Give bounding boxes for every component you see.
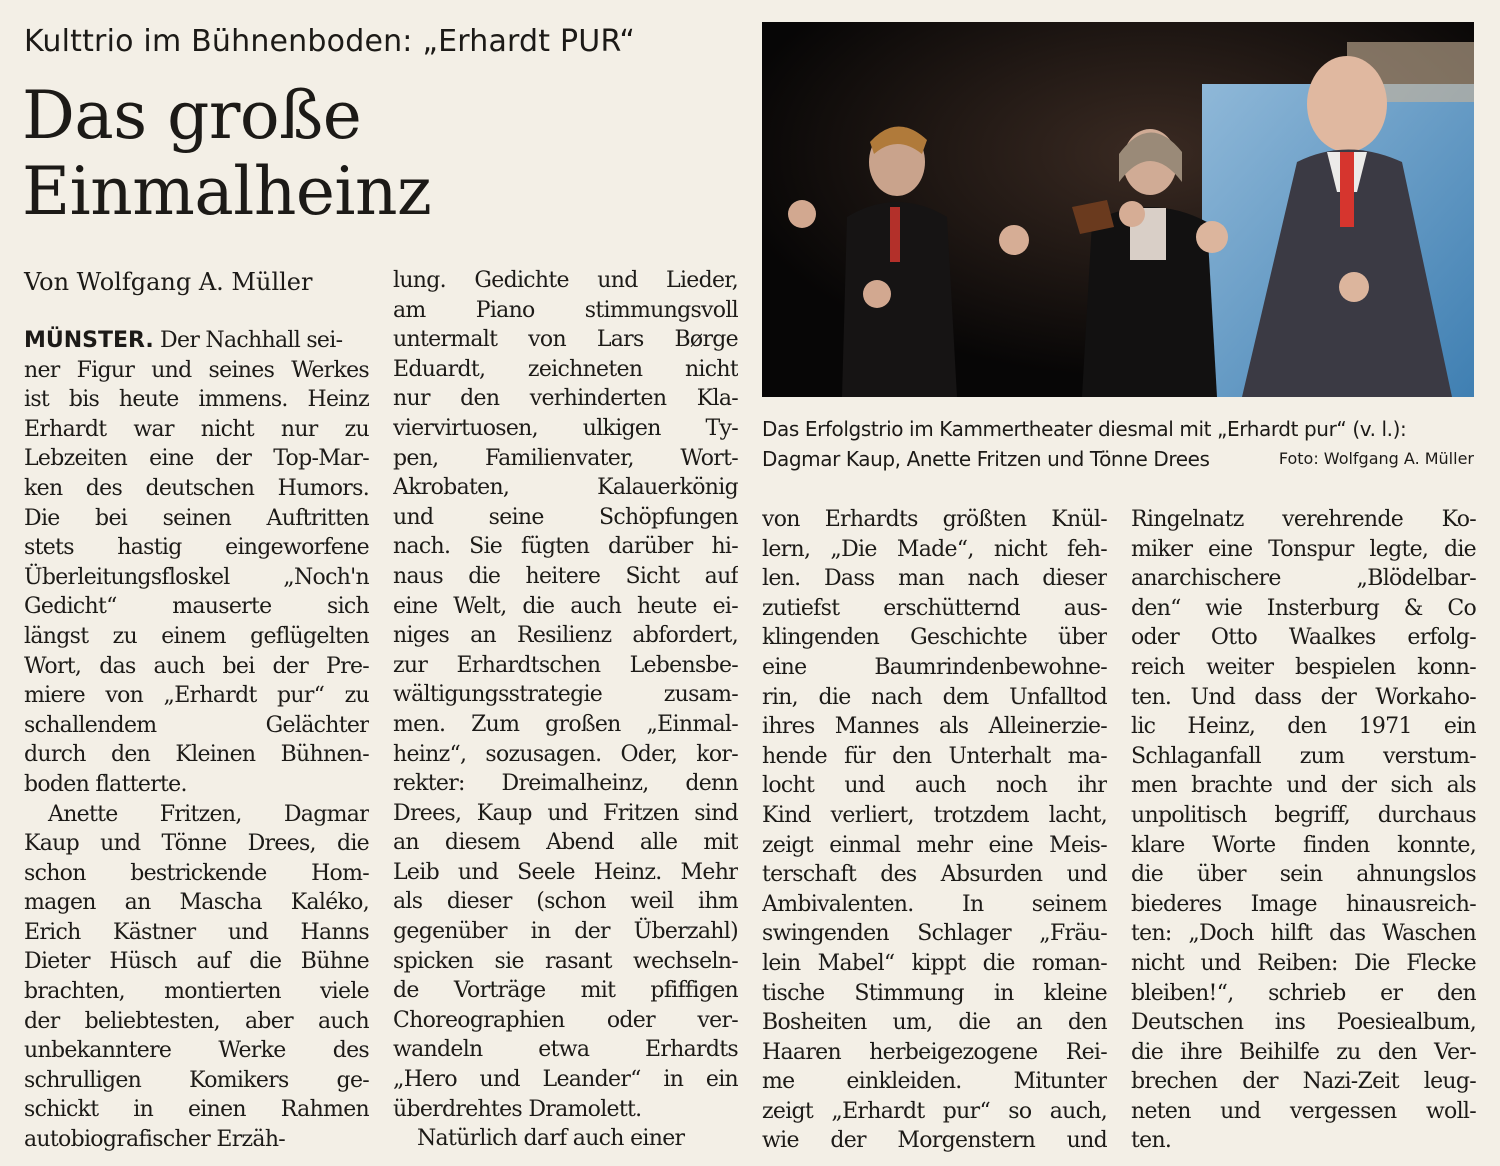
text-line: lein Mabel“ kippt die roman- xyxy=(762,950,1107,976)
text-line: rin, die nach dem Unfalltod xyxy=(762,684,1107,710)
text-line: pen, Familienvater, Wort- xyxy=(393,445,738,471)
text-line: oder Otto Waalkes erfolg- xyxy=(1131,625,1476,651)
article-column-3 xyxy=(762,505,1107,1156)
text-line: Deutschen ins Poesiealbum, xyxy=(1131,1010,1476,1036)
text-line: viervirtuosen, ulkigen Ty- xyxy=(393,415,738,441)
caption-line-2: Dagmar Kaup, Anette Fritzen und Tönne Drees xyxy=(762,447,1210,471)
photo-credit: Foto: Wolfgang A. Müller xyxy=(1278,449,1474,468)
text-line: zeigt „Erhardt pur“ so auch, xyxy=(762,1098,1107,1124)
text-line: am Piano stimmungsvoll xyxy=(393,297,738,323)
text-line: klare Worte finden konnte, xyxy=(1131,832,1476,858)
text-line: schrulligen Komikers ge- xyxy=(24,1067,369,1093)
text-line: lung. Gedichte und Lieder, xyxy=(393,268,738,293)
text-line: men. Zum großen „Einmal- xyxy=(393,711,738,737)
text-line: neten und vergessen woll- xyxy=(1131,1098,1476,1124)
text-line: Schlaganfall zum verstum- xyxy=(1131,743,1476,769)
text-line: ten. xyxy=(1131,1128,1172,1154)
text-line: ihres Mannes als Alleinerzie- xyxy=(762,714,1107,740)
text-line: me einkleiden. Mitunter xyxy=(762,1069,1107,1095)
text-line: lic Heinz, den 1971 ein xyxy=(1131,714,1476,740)
text-line: men brachte und der sich als xyxy=(1131,773,1476,799)
text-line: Erich Kästner und Hanns xyxy=(24,919,369,945)
text-line: naus die heitere Sicht auf xyxy=(393,563,738,589)
text-line: locht und auch noch ihr xyxy=(762,773,1107,799)
text-line: nur den verhinderten Kla- xyxy=(393,386,738,412)
text-line: hende für den Unterhalt ma- xyxy=(762,743,1107,769)
article-headline xyxy=(22,78,742,230)
text-line: niges an Resilienz abfordert, xyxy=(393,623,738,649)
text-line: bleiben!“, schrieb er den xyxy=(1131,980,1476,1006)
text-line: swingenden Schlager „Fräu- xyxy=(762,921,1107,947)
article-byline: Von Wolfgang A. Müller xyxy=(24,268,313,296)
article-kicker: Kulttrio im Bühnenboden: „Erhardt PUR“ xyxy=(24,24,636,59)
text-line: nicht und Reiben: Die Flecke xyxy=(1131,950,1476,976)
text-line: unbekanntere Werke des xyxy=(24,1038,369,1064)
text-line: wandeln etwa Erhardts xyxy=(393,1037,738,1063)
text-line: zutiefst erschütternd aus- xyxy=(762,595,1107,621)
article-column-1 xyxy=(24,326,369,1155)
text-line: terschaft des Absurden und xyxy=(762,862,1107,888)
text-line: Choreographien oder ver- xyxy=(393,1007,738,1033)
article-column-4 xyxy=(1131,505,1476,1156)
text-line: Drees, Kaup und Fritzen sind xyxy=(393,800,738,826)
text-line: tische Stimmung in kleine xyxy=(762,980,1107,1006)
text-line: „Hero und Leander“ in ein xyxy=(393,1067,738,1093)
dateline: MÜNSTER. xyxy=(24,328,154,353)
text-line: die über sein ahnungslos xyxy=(1131,862,1476,888)
text-line: miker eine Tonspur legte, die xyxy=(1131,536,1476,562)
caption-line-2-row xyxy=(762,444,1474,474)
text-line: Erhardt war nicht nur zu xyxy=(24,416,369,442)
text-line: nach. Sie fügten darüber hi- xyxy=(393,534,738,560)
text-line: magen an Mascha Kaléko, xyxy=(24,890,369,916)
text-line: Eduardt, zeichneten nicht xyxy=(393,356,738,382)
headline-line-2: Einmalheinz xyxy=(22,153,432,230)
text-line: Leib und Seele Heinz. Mehr xyxy=(393,859,738,885)
text-line: gegenüber in der Überzahl) xyxy=(393,919,738,945)
article-column-2 xyxy=(393,266,738,1154)
text-line: ner Figur und seines Werkes xyxy=(24,357,369,383)
text-line: ten: „Doch hilft das Waschen xyxy=(1131,921,1476,947)
text-line: die ihre Beihilfe zu den Ver- xyxy=(1131,1039,1476,1065)
caption-line-1: Das Erfolgstrio im Kammertheater diesmal mit „Erhardt pur“ (v. l.): xyxy=(762,417,1407,441)
stage-photo xyxy=(762,22,1474,397)
text-line: wältigungsstrategie zusam- xyxy=(393,682,738,708)
text-line: und seine Schöpfungen xyxy=(393,504,738,530)
text-line: brechen der Nazi-Zeit leug- xyxy=(1131,1069,1476,1095)
text-line: reich weiter bespielen konn- xyxy=(1131,654,1476,680)
text-line: Wort, das auch bei der Pre- xyxy=(24,653,369,679)
text-line-content: Der Nachhall sei- xyxy=(153,328,343,353)
headline-line-1: Das große xyxy=(22,77,362,154)
text-line: wie der Morgenstern und xyxy=(762,1128,1107,1154)
text-line: klingenden Geschichte über xyxy=(762,625,1107,651)
text-line: autobiografischer Erzäh- xyxy=(24,1127,286,1153)
text-line: Die bei seinen Auftritten xyxy=(24,505,369,531)
text-line: Haaren herbeigezogene Rei- xyxy=(762,1039,1107,1065)
text-line: als dieser (schon weil ihm xyxy=(393,889,738,915)
text-line: heinz“, sozusagen. Oder, kor- xyxy=(393,741,738,767)
text-line: Kaup und Tönne Drees, die xyxy=(24,831,369,857)
text-line: brachten, montierten viele xyxy=(24,979,369,1005)
text-line: zeigt einmal mehr eine Meis- xyxy=(762,832,1107,858)
text-line: ten. Und dass der Workaho- xyxy=(1131,684,1476,710)
text-line: eine Baumrindenbewohne- xyxy=(762,654,1107,680)
text-line: Dieter Hüsch auf die Bühne xyxy=(24,949,369,975)
text-line: anarchischere „Blödelbar- xyxy=(1131,566,1476,592)
text-line: schallendem Gelächter xyxy=(24,712,369,738)
text-line: an diesem Abend alle mit xyxy=(393,830,738,856)
text-line: durch den Kleinen Bühnen- xyxy=(24,742,369,768)
text-line: schon bestrickende Hom- xyxy=(24,860,369,886)
text-line: Kind verliert, trotzdem lacht, xyxy=(762,802,1107,828)
text-line: stets hastig eingeworfene xyxy=(24,535,369,561)
text-line: Ringelnatz verehrende Ko- xyxy=(1131,507,1476,532)
text-line: eine Welt, die auch heute ei- xyxy=(393,593,738,619)
text-line: miere von „Erhardt pur“ zu xyxy=(24,683,369,709)
text-line: überdrehtes Dramolett. xyxy=(393,1096,642,1122)
stage-photo-image xyxy=(762,22,1474,397)
text-line: der beliebtesten, aber auch xyxy=(24,1008,369,1034)
text-line: boden flatterte. xyxy=(24,771,187,797)
text-line: Gedicht“ mauserte sich xyxy=(24,594,369,620)
photo-caption xyxy=(762,414,1474,474)
text-line: len. Dass man nach dieser xyxy=(762,566,1107,592)
text-line: spicken sie rasant wechseln- xyxy=(393,948,738,974)
text-line xyxy=(24,326,369,356)
text-line: den“ wie Insterburg & Co xyxy=(1131,595,1476,621)
text-line: zur Erhardtschen Lebensbe- xyxy=(393,652,738,678)
text-line: rekter: Dreimalheinz, denn xyxy=(393,771,738,797)
text-line: Anette Fritzen, Dagmar xyxy=(48,801,369,827)
text-line: Überleitungsfloskel „Noch'n xyxy=(24,564,369,590)
text-line: von Erhardts größten Knül- xyxy=(762,507,1107,532)
text-line: Bosheiten um, die an den xyxy=(762,1010,1107,1036)
text-line: Ambivalenten. In seinem xyxy=(762,891,1107,917)
text-line: ken des deutschen Humors. xyxy=(24,475,369,501)
text-line: Lebzeiten eine der Top-Mar- xyxy=(24,446,369,472)
text-line: Natürlich darf auch einer xyxy=(417,1126,685,1152)
text-line: längst zu einem geflügelten xyxy=(24,623,369,649)
text-line: Akrobaten, Kalauerkönig xyxy=(393,475,738,501)
text-line: unpolitisch begriff, durchaus xyxy=(1131,802,1476,828)
text-line: untermalt von Lars Børge xyxy=(393,327,738,353)
text-line: lern, „Die Made“, nicht feh- xyxy=(762,536,1107,562)
text-line: biederes Image hinausreich- xyxy=(1131,891,1476,917)
text-line: ist bis heute immens. Heinz xyxy=(24,387,369,413)
text-line: de Vorträge mit pfiffigen xyxy=(393,978,738,1004)
text-line: schickt in einen Rahmen xyxy=(24,1097,369,1123)
